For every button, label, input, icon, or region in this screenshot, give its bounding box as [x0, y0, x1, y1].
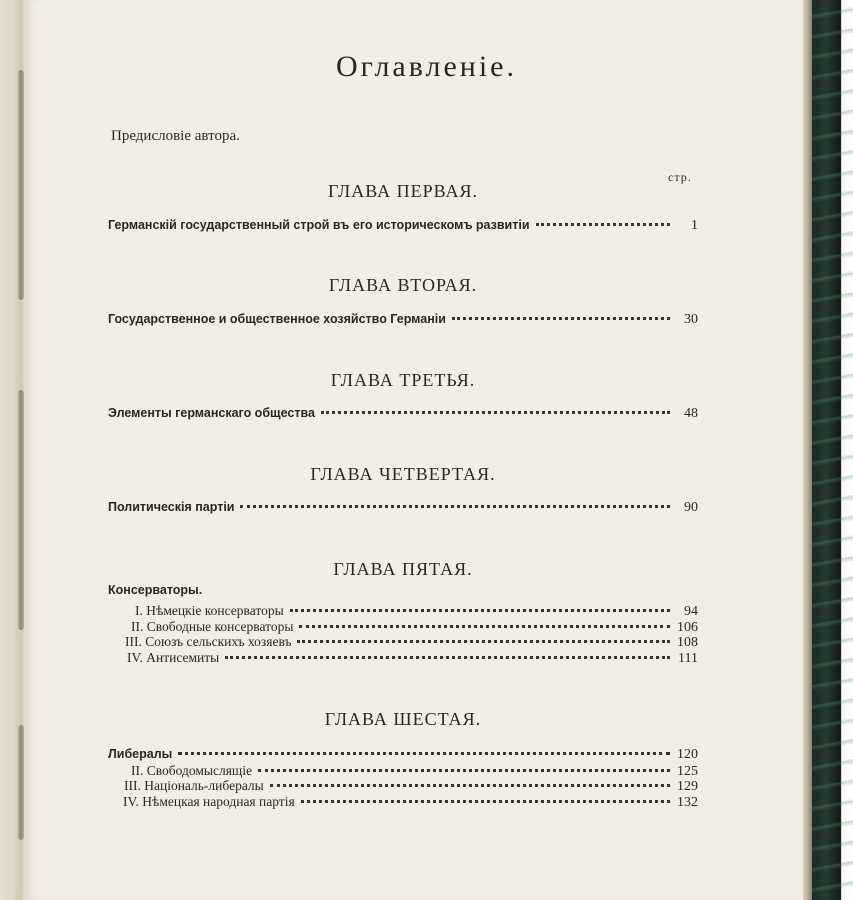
toc-entry-text: III. Союзъ сельскихъ хозяевъ [125, 634, 292, 649]
chapter-heading: ГЛАВА ПЯТАЯ. [333, 559, 473, 579]
toc-entry-text: Либералы [108, 747, 173, 761]
page-title: Оглавленіе. [336, 50, 517, 83]
toc-entry-page: 132 [677, 795, 698, 810]
leader-dots [290, 608, 670, 612]
section-label: Консерваторы. [108, 583, 203, 597]
toc-entry-text: I. Нѣмецкіе консерваторы [135, 603, 284, 618]
toc-entry [108, 310, 698, 328]
toc-entry-page: 129 [677, 779, 698, 794]
toc-entry [108, 216, 698, 234]
toc-entry-text: Государственное и общественное хозяйство Германіи [108, 312, 446, 326]
chapter-heading: ГЛАВА ШЕСТАЯ. [324, 709, 482, 729]
chapter-heading: ГЛАВА ПЕРВАЯ. [327, 181, 478, 201]
chapter-heading: ГЛАВА ЧЕТВЕРТАЯ. [310, 464, 496, 484]
leader-dots [178, 751, 670, 755]
toc-entry-page: 108 [677, 635, 698, 650]
toc-entry-page: 111 [678, 651, 698, 666]
chapter-heading: ГЛАВА ВТОРАЯ. [328, 275, 478, 295]
leader-dots [258, 768, 670, 772]
leader-dots [536, 222, 670, 226]
toc-entry-page: 48 [684, 406, 698, 421]
toc-entry [127, 649, 698, 667]
book-cover-edge [812, 0, 853, 900]
toc-entry-text: II. Свободомыслящіе [131, 763, 253, 778]
toc-entry-text: Политическія партіи [108, 500, 235, 514]
toc-entry [108, 498, 698, 516]
leader-dots [297, 639, 670, 643]
toc-entry [123, 793, 698, 811]
leader-dots [225, 655, 670, 659]
toc-entry-page: 120 [677, 747, 698, 762]
leader-dots [301, 799, 670, 803]
preface-entry: Предисловіе автора. [111, 128, 240, 144]
toc-entry-page: 106 [677, 620, 698, 635]
binding-stitch [18, 390, 24, 630]
leader-dots [240, 504, 670, 508]
toc-entry-text: II. Свободные консерваторы [131, 619, 294, 634]
toc-entry-text: Элементы германскаго общества [108, 406, 315, 420]
toc-entry-text: IV. Антисемиты [127, 650, 220, 665]
leader-dots [452, 316, 670, 320]
leader-dots [321, 410, 670, 414]
toc-entry-page: 125 [677, 764, 698, 779]
toc-entry [108, 745, 698, 763]
toc-entry-text: Германскій государственный строй въ его историческомъ развитіи [108, 218, 530, 232]
page-column-label: стр. [668, 170, 692, 184]
toc-entry-page: 1 [691, 218, 698, 233]
leader-dots [299, 624, 670, 628]
binding-stitch [18, 725, 24, 840]
toc-entry-page: 90 [684, 500, 698, 515]
toc-entry [108, 404, 698, 422]
toc-entry-page: 30 [684, 312, 698, 327]
leader-dots [270, 783, 670, 787]
toc-entry-text: III. Національ-либералы [124, 778, 264, 793]
toc-entry-text: IV. Нѣмецкая народная партія [123, 794, 295, 809]
toc-entry-page: 94 [684, 604, 698, 619]
chapter-heading: ГЛАВА ТРЕТЬЯ. [330, 370, 476, 390]
page-edge [803, 0, 812, 900]
